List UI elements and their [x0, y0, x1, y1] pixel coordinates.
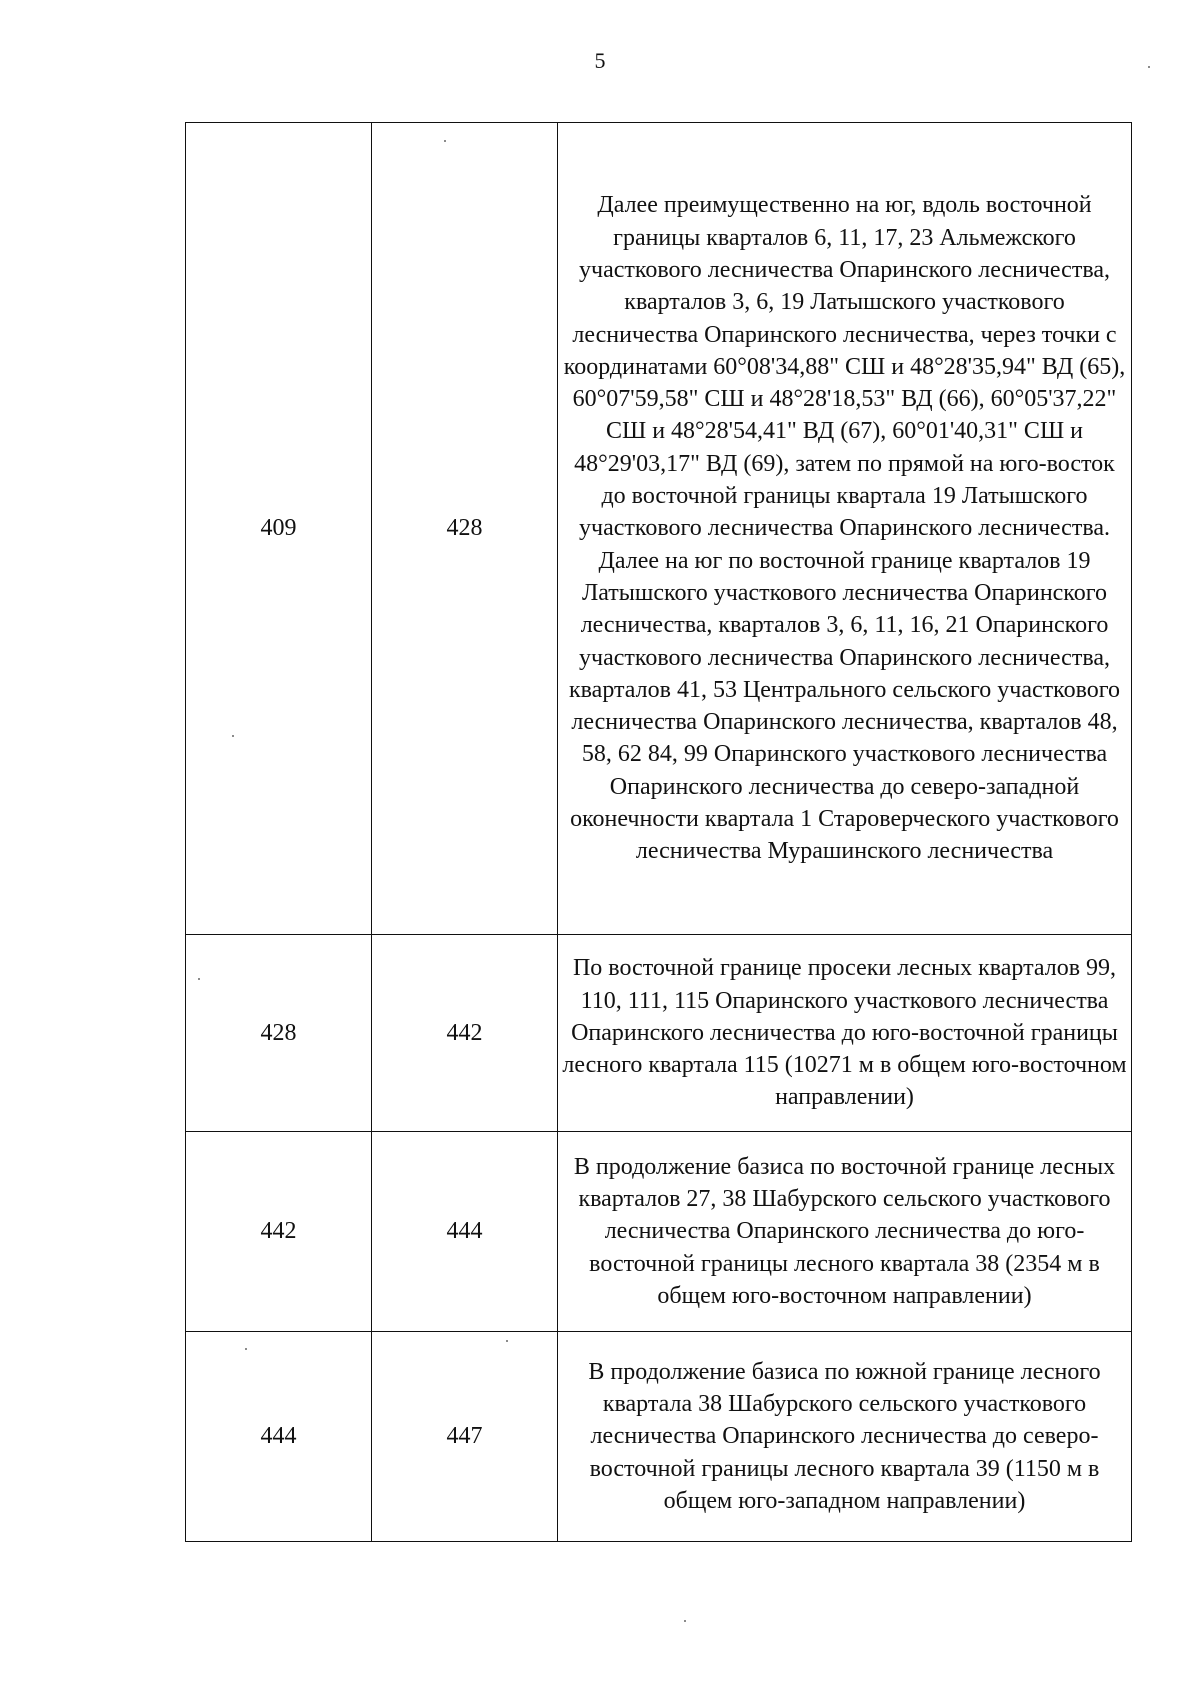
description-cell: В продолжение базиса по восточной границе лесных кварталов 27, 38 Шабурского сельского участкового лесничества Опаринского лесничества до юго-восточной границы лесного квартала 38 (2354 м в общем юго-восточном направлении)	[558, 1132, 1132, 1332]
from-point-cell: 428	[186, 935, 372, 1132]
page-number: 5	[594, 48, 606, 73]
to-point-cell: 444	[372, 1132, 558, 1332]
table-row	[186, 1132, 1132, 1332]
scan-speck	[232, 735, 234, 737]
from-point-cell: 442	[186, 1132, 372, 1332]
to-point-cell: 447	[372, 1332, 558, 1542]
boundary-table	[185, 122, 1132, 1542]
description-cell: В продолжение базиса по южной границе лесного квартала 38 Шабурского сельского участкового лесничества Опаринского лесничества до северо-восточной границы лесного квартала 39 (1150 м в общем юго-западном направлении)	[558, 1332, 1132, 1542]
description-cell: Далее преимущественно на юг, вдоль восточной границы кварталов 6, 11, 17, 23 Альмежского участкового лесничества Опаринского лесничества, кварталов 3, 6, 19 Латышского участкового лесничества Опаринского лесничества, через точки с координатами 60°08'34,88" СШ и 48°28'35,94" ВД (65), 60°07'59,58" СШ и 48°28'18,53" ВД (66), 60°05'37,22" СШ и 48°28'54,41" ВД (67), 60°01'40,31" СШ и 48°29'03,17" ВД (69), затем по прямой на юго-восток до восточной границы квартала 19 Латышского участкового лесничества Опаринского лесничества. Далее на юг по восточной границе кварталов 19 Латышского участкового лесничества Опаринского лесничества, кварталов 3, 6, 11, 16, 21 Опаринского участкового лесничества Опаринского лесничества, кварталов 41, 53 Центрального сельского участкового лесничества Опаринского лесничества, кварталов 48, 58, 62 84, 99 Опаринского участкового лесничества Опаринского лесничества до северо-западной оконечности квартала 1 Староверческого участкового лесничества Мурашинского лесничества	[558, 123, 1132, 935]
to-point-cell: 428	[372, 123, 558, 935]
from-point-cell: 444	[186, 1332, 372, 1542]
scan-speck	[245, 1348, 247, 1350]
from-point-cell: 409	[186, 123, 372, 935]
scan-speck	[198, 978, 200, 980]
scan-speck	[506, 1340, 508, 1342]
scan-speck	[1148, 66, 1150, 68]
table-row	[186, 123, 1132, 935]
description-cell: По восточной границе просеки лесных кварталов 99, 110, 111, 115 Опаринского участкового лесничества Опаринского лесничества до юго-восточной границы лесного квартала 115 (10271 м в общем юго-восточном направлении)	[558, 935, 1132, 1132]
to-point-cell: 442	[372, 935, 558, 1132]
table-row	[186, 935, 1132, 1132]
scan-speck	[684, 1620, 686, 1622]
table-row	[186, 1332, 1132, 1542]
scan-speck	[444, 140, 446, 142]
